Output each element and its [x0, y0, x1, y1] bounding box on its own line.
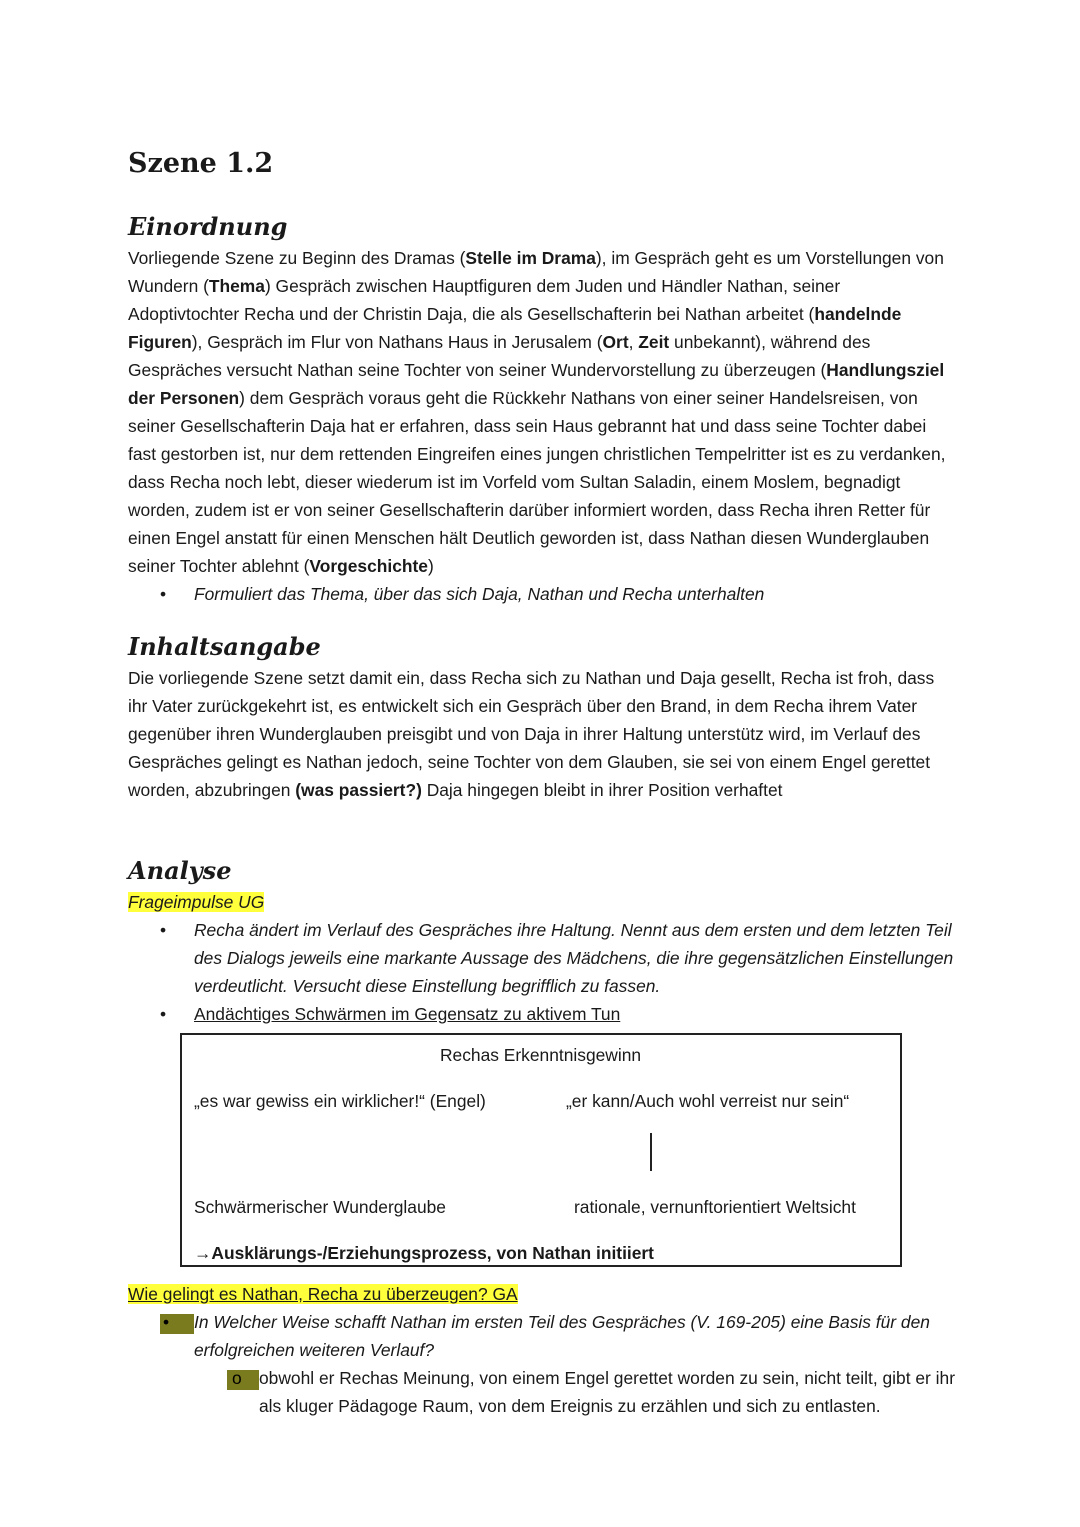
text-run: unbekannt), während des Gespräches versucht Nathan seine Tochter von seiner Wundervorstellung zu überzeugen ( [128, 332, 871, 380]
text-run: , [628, 332, 639, 352]
circle-bullet-icon: o [232, 1368, 242, 1388]
bullet-icon: • [160, 920, 167, 940]
heading-analyse: Analyse [128, 856, 232, 885]
bold-term: Zeit [638, 332, 670, 352]
box-label-right: rationale, vernunftorientiert Weltsicht [574, 1197, 856, 1217]
box-quote-right: „er kann/Auch wohl verreist nur sein“ [566, 1091, 850, 1111]
text-run: Die vorliegende Szene setzt damit ein, dass Recha sich zu Nathan und Daja gesellt, Recha ist froh, dass ihr Vater zurückgekehrt ist, es entwickelt sich ein Gespräch über den Brand, in dem Recha ihrem Vater gegenüber ihren Wunderglauben preisgibt und von Daja in ihrer Haltung unterstütz wird, im Verlauf des Gespräches gelingt es Nathan jedoch, seine Tochter von dem Glauben, sie sei von einem Engel gerettet worden, abzubringen [128, 668, 935, 800]
bold-term: Thema [208, 276, 265, 296]
text-run: Vorliegende Szene zu Beginn des Dramas ( [128, 248, 466, 268]
bullet-icon: • [163, 1312, 170, 1332]
inhaltsangabe-text [128, 664, 950, 804]
text-run: ) dem Gespräch voraus geht die Rückkehr Nathans von einer seiner Handelsreisen, von seiner Gesellschafterin Daja hat er erfahren, dass sein Haus gebrannt hat und dass seine Tochter dabei fast gestorben ist, nur dem rettenden Eingreifen eines jungen christlichen Tempelritter ist es zu verdanken, dass Recha noch lebt, dieser wiederum ist im Vorfeld vom Sultan Saladin, einem Moslem, begnadigt worden, zudem ist er von seiner Gesellschafterin darüber informiert worden, dass Recha ihren Retter für einen Engel anstatt für einen Menschen hält Deutlich geworden ist, dass Nathan diesen Wunderglauben seiner Tochter ablehnt ( [128, 388, 946, 576]
text-run: ), Gespräch im Flur von Nathans Haus in Jerusalem ( [191, 332, 603, 352]
einordnung-text [128, 244, 950, 580]
bold-term: (was passiert?) [295, 780, 422, 800]
question-ga: Wie gelingt es Nathan, Recha zu überzeugen? GA [128, 1284, 518, 1304]
text-run: Daja hingegen bleibt in ihrer Position verhaftet [421, 780, 783, 800]
erkenntnis-box [180, 1033, 902, 1267]
einordnung-bullet: Formuliert das Thema, über das sich Daja, Nathan und Recha unterhalten [194, 584, 765, 604]
sub-bullet: In Welcher Weise schafft Nathan im ersten Teil des Gespräches (V. 169-205) eine Basis für den erfolgreichen weiteren Verlauf? [194, 1312, 930, 1360]
frageimpulse-label: Frageimpulse UG [128, 892, 265, 912]
bullet-icon: • [160, 584, 167, 604]
box-title: Rechas Erkenntnisgewinn [440, 1045, 642, 1065]
analyse-bullet-1: Recha ändert im Verlauf des Gespräches ihre Haltung. Nennt aus dem ersten und dem letzten Teil des Dialogs jeweils eine markante Aussage des Mädchens, die ihre gegensätzlichen Einstellungen verdeutlicht. Versucht diese Einstellung begrifflich zu fassen. [194, 920, 954, 996]
heading-einordnung: Einordnung [128, 212, 288, 241]
bold-term: handelnde Figuren [128, 304, 902, 352]
bullet-icon: • [160, 1004, 167, 1024]
box-conclusion: →Ausklärungs-/Erziehungsprozess, von Nathan initiiert [194, 1243, 654, 1263]
bold-term: Ort [602, 332, 629, 352]
page-title: Szene 1.2 [128, 148, 274, 179]
heading-inhaltsangabe: Inhaltsangabe [128, 632, 321, 661]
sub-sub-bullet: obwohl er Rechas Meinung, von einem Engel gerettet worden zu sein, nicht teilt, gibt er ihr als kluger Pädagoge Raum, von dem Ereignis zu erzählen und sich zu entlasten. [259, 1368, 956, 1416]
text-run: ) [427, 556, 434, 576]
box-label-left: Schwärmerischer Wunderglaube [194, 1197, 446, 1217]
text-run: ) Gespräch zwischen Hauptfiguren dem Juden und Händler Nathan, seiner Adoptivtochter Recha und der Christin Daja, die als Gesellschafterin bei Nathan arbeitet ( [128, 276, 841, 324]
bold-term: Handlungsziel der Personen [128, 360, 945, 408]
box-quote-left: „es war gewiss ein wirklicher!“ (Engel) [194, 1091, 486, 1111]
box-divider-line [650, 1133, 652, 1171]
analyse-bullet-2: Andächtiges Schwärmen im Gegensatz zu aktivem Tun [194, 1004, 621, 1024]
bold-term: Vorgeschichte [309, 556, 428, 576]
bold-term: Stelle im Drama [465, 248, 596, 268]
text-run: ), im Gespräch geht es um Vorstellungen von Wundern ( [128, 248, 944, 296]
